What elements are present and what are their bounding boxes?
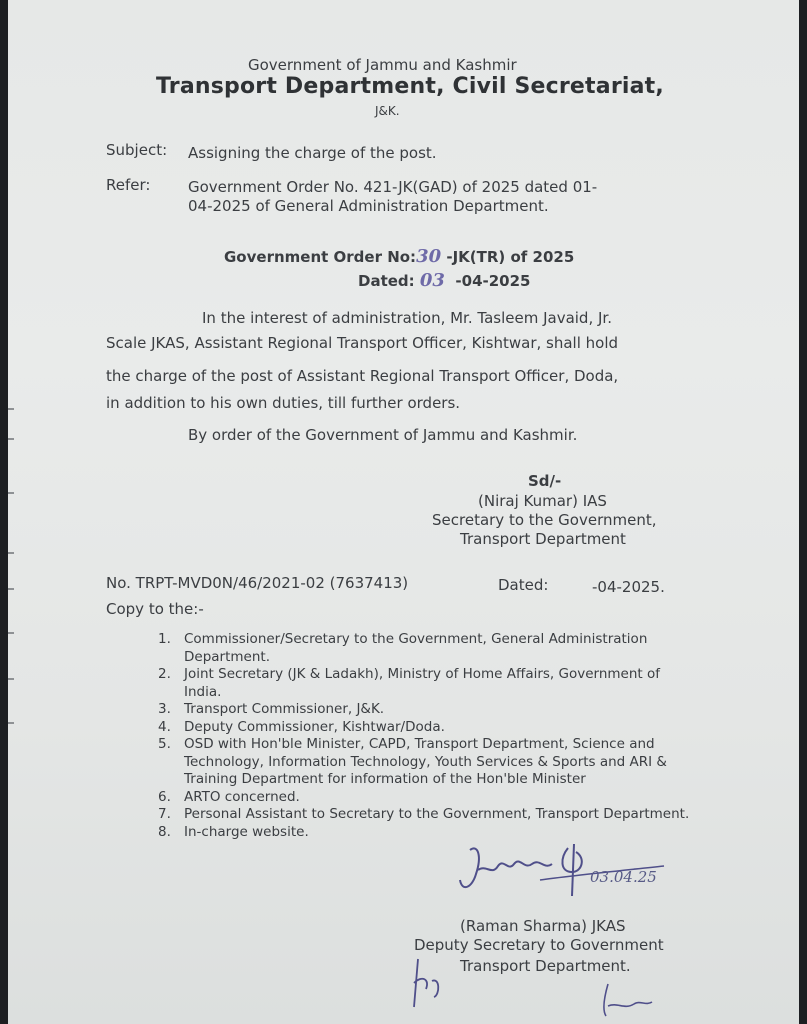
list-item: 2. Joint Secretary (JK & Ladakh), Ministry of Home Affairs, Government of India.: [158, 666, 661, 700]
list-item: 7. Personal Assistant to Secretary to the Government, Transport Department.: [158, 806, 690, 822]
header-government: Government of Jammu and Kashmir: [248, 56, 517, 74]
sd-mark: Sd/-: [528, 472, 562, 490]
body-line-3: the charge of the post of Assistant Regional Transport Officer, Doda,: [106, 367, 619, 385]
margin-mark: [8, 492, 14, 494]
signatory-designation-2: Transport Department: [460, 530, 626, 548]
order-dated-line: [358, 270, 530, 291]
margin-mark: [8, 408, 14, 410]
body-line-4: in addition to his own duties, till further orders.: [106, 394, 461, 412]
margin-mark: [8, 438, 14, 440]
handwritten-initials-left: [400, 955, 460, 1015]
list-item: 1. Commissioner/Secretary to the Government, General Administration Department.: [158, 631, 648, 665]
list-item: 6. ARTO concerned.: [158, 788, 300, 805]
list-item: 8. In-charge website.: [158, 823, 309, 840]
order-no-prefix: Government Order No:: [224, 248, 417, 266]
signature-date: 03.04.25: [590, 868, 657, 886]
margin-mark: [8, 552, 14, 554]
margin-mark: [8, 722, 14, 724]
body-line-1: In the interest of administration, Mr. Tasleem Javaid, Jr.: [202, 309, 612, 327]
margin-mark: [8, 678, 14, 680]
signatory-name: (Niraj Kumar) IAS: [478, 492, 607, 510]
reference-dated-label: Dated:: [498, 576, 549, 594]
subject-label: Subject:: [106, 141, 168, 159]
refer-line2: 04-2025 of General Administration Department.: [188, 197, 549, 215]
signatory-designation-1: Secretary to the Government,: [432, 511, 657, 529]
second-signatory-name: (Raman Sharma) JKAS: [460, 917, 626, 935]
header-department: Transport Department, Civil Secretariat,: [156, 74, 664, 99]
body-line-2: Scale JKAS, Assistant Regional Transport Officer, Kishtwar, shall hold: [106, 334, 619, 352]
refer-label: Refer:: [106, 176, 151, 194]
order-number-line: [224, 246, 574, 267]
list-item: 3. Transport Commissioner, J&K.: [158, 701, 385, 717]
order-no-suffix: -JK(TR) of 2025: [446, 248, 575, 266]
copy-to-heading: Copy to the:-: [106, 600, 204, 618]
list-item: 4. Deputy Commissioner, Kishtwar/Doda.: [158, 718, 445, 735]
document-page: [8, 0, 799, 1024]
order-no-handwritten: 30: [416, 246, 442, 267]
margin-mark: [8, 588, 14, 590]
list-item: 5. OSD with Hon'ble Minister, CAPD, Transport Department, Science and Technology, Information Technology, Youth Services & Sports and ARI & Training Department for information of the Hon'ble Minister: [158, 736, 667, 787]
second-signatory-designation-2: Transport Department.: [460, 957, 631, 975]
header-location: J&K.: [375, 104, 400, 118]
copy-to-list: [158, 631, 698, 841]
handwritten-initials-right: [594, 980, 664, 1020]
order-dated-suffix: -04-2025: [455, 272, 531, 290]
order-dated-label: Dated:: [358, 272, 415, 290]
subject-text: Assigning the charge of the post.: [188, 144, 437, 162]
reference-number: No. TRPT-MVD0N/46/2021-02 (7637413): [106, 574, 409, 592]
refer-line1: Government Order No. 421-JK(GAD) of 2025 dated 01-: [188, 178, 598, 196]
reference-dated-value: -04-2025.: [592, 578, 665, 596]
margin-mark: [8, 632, 14, 634]
by-order-line: By order of the Government of Jammu and Kashmir.: [188, 426, 578, 444]
order-dated-handwritten: 03: [419, 270, 445, 291]
second-signatory-designation-1: Deputy Secretary to Government: [414, 936, 664, 954]
